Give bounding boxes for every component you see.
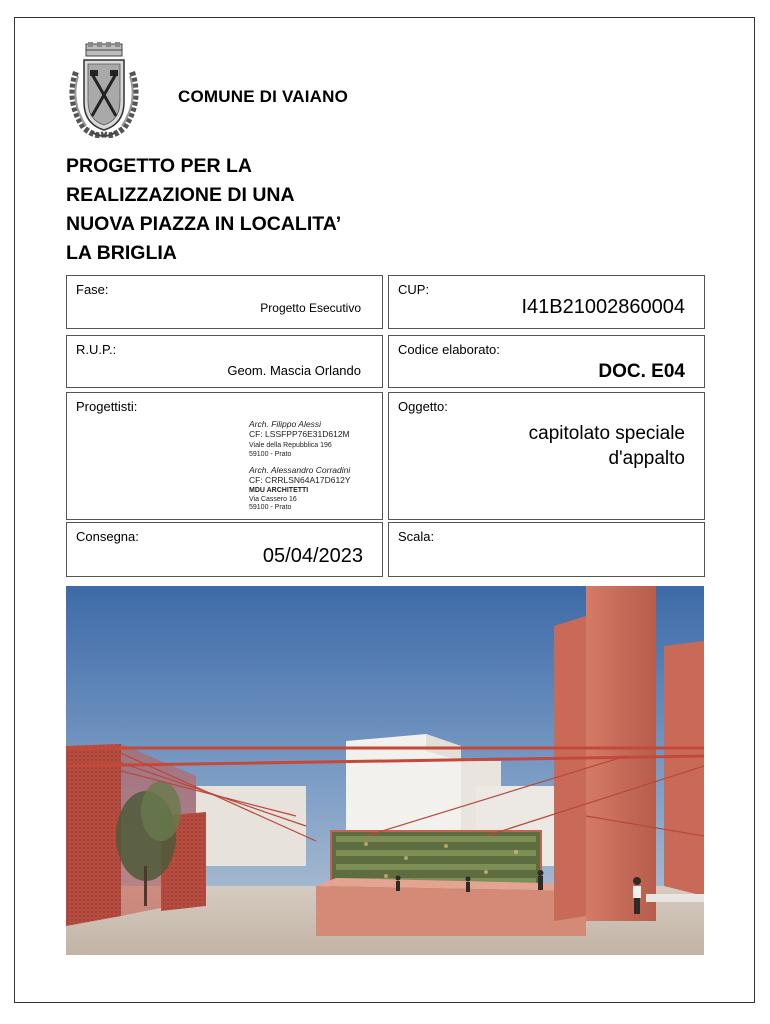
fase-label: Fase: [76,282,109,297]
fase-cell [66,275,383,329]
progettisti-label: Progettisti: [76,399,138,414]
designer-1-name: Arch. Filippo Alessi [249,419,321,429]
project-title-line: REALIZZAZIONE DI UNA [66,184,295,206]
municipality-name: COMUNE DI VAIANO [178,87,349,106]
cup-cell [388,275,705,329]
scala-cell [388,522,705,577]
rup-cell [66,335,383,388]
designer-1-address: Viale della Repubblica 196 [249,442,332,449]
firm-city: 59100 - Prato [249,504,292,511]
scala-label: Scala: [398,529,435,544]
designer-2-name: Arch. Alessandro Corradini [249,465,351,475]
firm-name: MDU ARCHITETTI [249,487,309,494]
codice-elaborato-cell [388,335,705,388]
designer-1-city: 59100 - Prato [249,450,292,458]
oggetto-value [529,421,685,471]
fase-value: Progetto Esecutivo [260,301,361,315]
oggetto-cell [388,392,705,520]
consegna-cell [66,522,383,577]
codice-elaborato-value: DOC. E04 [598,361,685,382]
rup-label: R.U.P.: [76,342,117,357]
project-title [66,152,446,268]
consegna-value: 05/04/2023 [262,545,363,567]
oggetto-line-2: d'appalto [608,448,685,469]
designer-2-cf: CF: CRRLSN64A17D612Y [249,475,351,485]
progettisti-cell [66,392,383,520]
cup-value: I41B21002860004 [521,296,685,318]
cup-label: CUP: [398,282,430,297]
oggetto-line-1: capitolato speciale [528,423,685,444]
designer-2-block [249,465,351,513]
consegna-label: Consegna: [76,529,139,544]
project-title-line: PROGETTO PER LA [66,155,252,177]
designer-1-cf: CF: LSSFPP76E31D612M [249,429,350,439]
piazza-render-image [66,586,704,955]
designer-1-block [249,419,350,459]
oggetto-label: Oggetto: [398,399,448,414]
firm-address: Via Cassero 16 [249,495,297,503]
project-title-line: LA BRIGLIA [66,242,177,264]
municipal-crest-icon [62,42,146,142]
project-title-line: NUOVA PIAZZA IN LOCALITA’ [66,213,342,235]
codice-elaborato-label: Codice elaborato: [398,342,500,357]
rup-value: Geom. Mascia Orlando [227,363,361,378]
